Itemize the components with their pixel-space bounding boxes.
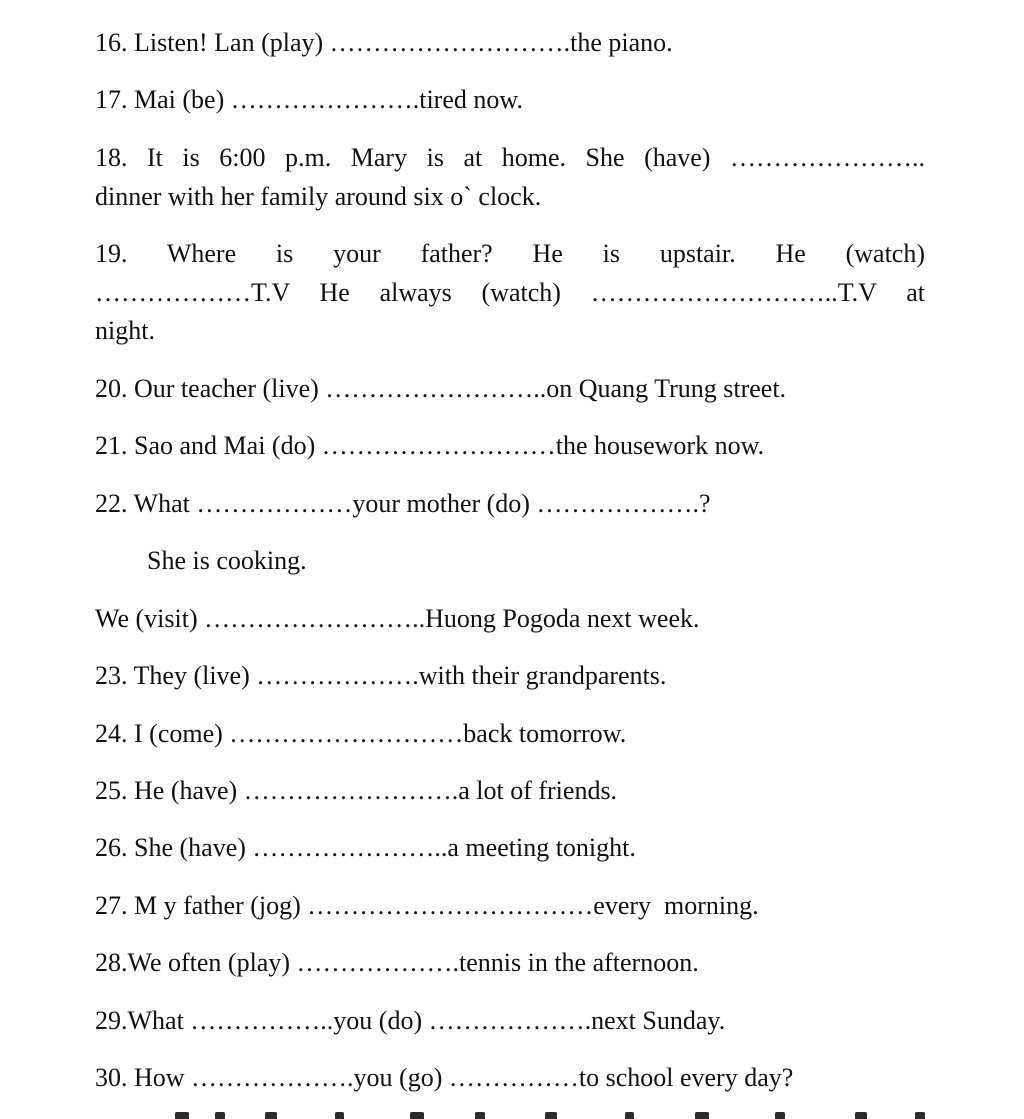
exercise-30: 30. How ……………….you (go) ……………to school every day?	[95, 1063, 794, 1092]
exercise-24: 24. I (come) ………………………back tomorrow.	[95, 719, 627, 748]
exercise-19-line-1: 19. Where is your father? He is upstair. He (watch)	[95, 239, 925, 268]
exercise-26: 26. She (have) …………………..a meeting tonight.	[95, 833, 636, 862]
exercise-21: 21. Sao and Mai (do) ………………………the housework now.	[95, 431, 765, 460]
exercise-18-line-1: 18. It is 6:00 p.m. Mary is at home. She (have) …………………..	[95, 143, 925, 172]
exercise-visit: We (visit) ……………………..Huong Pogoda next week.	[95, 604, 700, 633]
exercise-19-line-3: night.	[95, 316, 155, 345]
exercise-22-answer: She is cooking.	[147, 546, 307, 575]
exercise-17: 17. Mai (be) ………………….tired now.	[95, 85, 523, 114]
exercise-25: 25. He (have) …………………….a lot of friends.	[95, 776, 618, 805]
exercise-22: 22. What ………………your mother (do) ……………….?	[95, 489, 711, 518]
exercise-27: 27. M y father (jog) ……………………………every morning.	[95, 891, 759, 920]
exercise-29: 29.What ……………..you (do) ……………….next Sunday.	[95, 1006, 726, 1035]
exercise-18-line-2: dinner with her family around six o` clock.	[95, 182, 542, 211]
exercise-28: 28.We often (play) ……………….tennis in the afternoon.	[95, 948, 699, 977]
exercise-20: 20. Our teacher (live) ……………………..on Quang Trung street.	[95, 374, 787, 403]
cutoff-next-line	[175, 1106, 935, 1119]
exercise-16: 16. Listen! Lan (play) ……………………….the piano.	[95, 28, 673, 57]
exercise-19-line-2: ………………T.V He always (watch) ………………………..T.V at	[95, 278, 925, 307]
exercise-23: 23. They (live) ……………….with their grandparents.	[95, 661, 667, 690]
